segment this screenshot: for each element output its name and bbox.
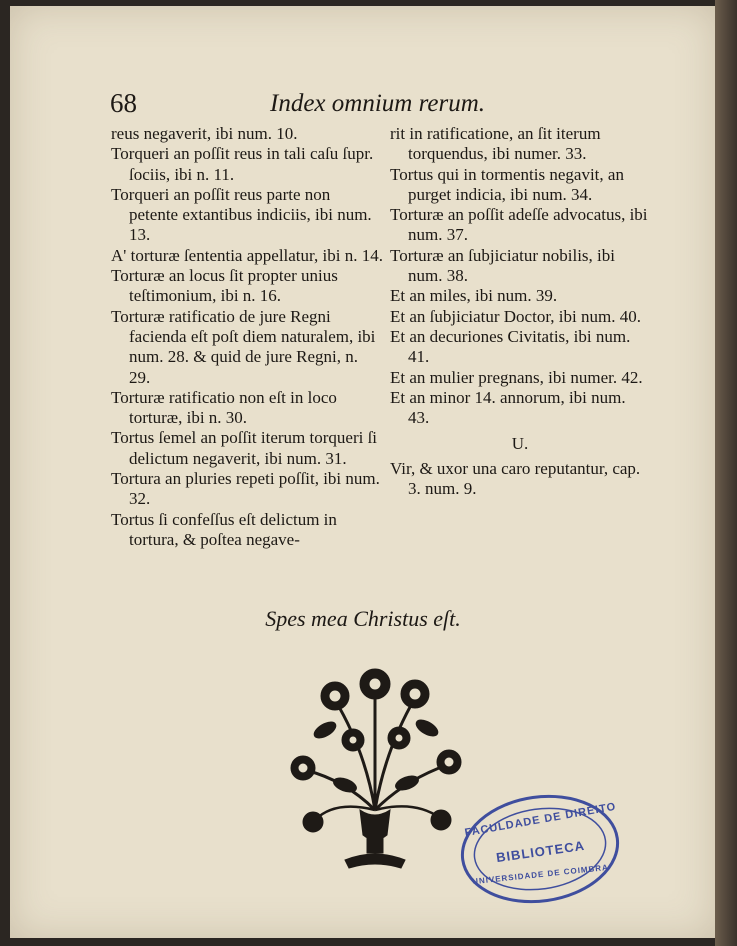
- index-entry: Tortura an pluries repeti poſſit, ibi num. 32.: [111, 469, 380, 509]
- index-entry: Torturæ ratificatio de jure Regni facienda eſt poſt diem naturalem, ibi num. 28. & quid de jure Regni, n. 29.: [111, 306, 376, 387]
- stamp-line-middle: BIBLIOTECA: [495, 837, 586, 866]
- section-letter: U.: [511, 434, 529, 454]
- flower-vase-ornament-icon: [275, 660, 475, 880]
- motto: Spes mea Christus eſt.: [265, 606, 461, 631]
- index-entry: Torqueri an poſſit reus parte non petente extantibus indiciis, ibi num. 13.: [111, 184, 372, 245]
- index-entry: Vir, & uxor una caro reputantur, cap. 3. num. 9.: [390, 458, 641, 499]
- index-entry: Et an decuriones Civitatis, ibi num. 41.: [390, 326, 631, 367]
- index-entry: rit in ratificatione, an ſit iterum torquendus, ibi numer. 33.: [390, 124, 601, 164]
- stamp-line-bottom: UNIVERSIDADE DE COIMBRA: [471, 862, 610, 887]
- index-entry: Et an minor 14. annorum, ibi num. 43.: [390, 387, 626, 428]
- book-spine: [715, 0, 737, 946]
- index-column-left: [111, 124, 383, 550]
- index-entry: Tortus qui in tormentis negavit, an purget indicia, ibi num. 34.: [390, 164, 624, 204]
- index-entry: Et an mulier pregnans, ibi numer. 42.: [390, 367, 643, 387]
- library-stamp: [458, 790, 623, 908]
- index-entry: reus negaverit, ibi num. 10.: [111, 124, 298, 143]
- index-entry: Torturæ an ſubjiciatur nobilis, ibi num. 38.: [390, 245, 615, 286]
- page-header: [110, 88, 656, 122]
- index-entry: Tortus ſi confeſſus eſt delictum in tortura, & poſtea negave-: [111, 509, 337, 549]
- running-title: Index omnium rerum.: [270, 90, 486, 117]
- index-column-right: [390, 124, 650, 499]
- index-entry: Torturæ ratificatio non eſt in loco torturæ, ibi n. 30.: [111, 387, 337, 428]
- page-number: 68: [110, 88, 137, 118]
- index-entry: Et an ſubjiciatur Doctor, ibi num. 40.: [390, 306, 641, 326]
- index-entry: Torturæ an locus ſit propter unius teſtimonium, ibi n. 16.: [111, 266, 338, 306]
- index-entry: Et an miles, ibi num. 39.: [390, 286, 558, 306]
- index-entry: Torturæ an poſſit adeſſe advocatus, ibi num. 37.: [390, 205, 648, 245]
- index-entry: A' torturæ ſententia appellatur, ibi n. 14.: [111, 245, 383, 265]
- index-entry: Tortus ſemel an poſſit iterum torqueri ſi delictum negaverit, ibi num. 31.: [111, 428, 378, 468]
- stamp-line-top: FACULDADE DE DIREITO: [463, 800, 618, 840]
- index-entry: Torqueri an poſſit reus in tali caſu ſupr. ſociis, ibi n. 11.: [111, 144, 374, 184]
